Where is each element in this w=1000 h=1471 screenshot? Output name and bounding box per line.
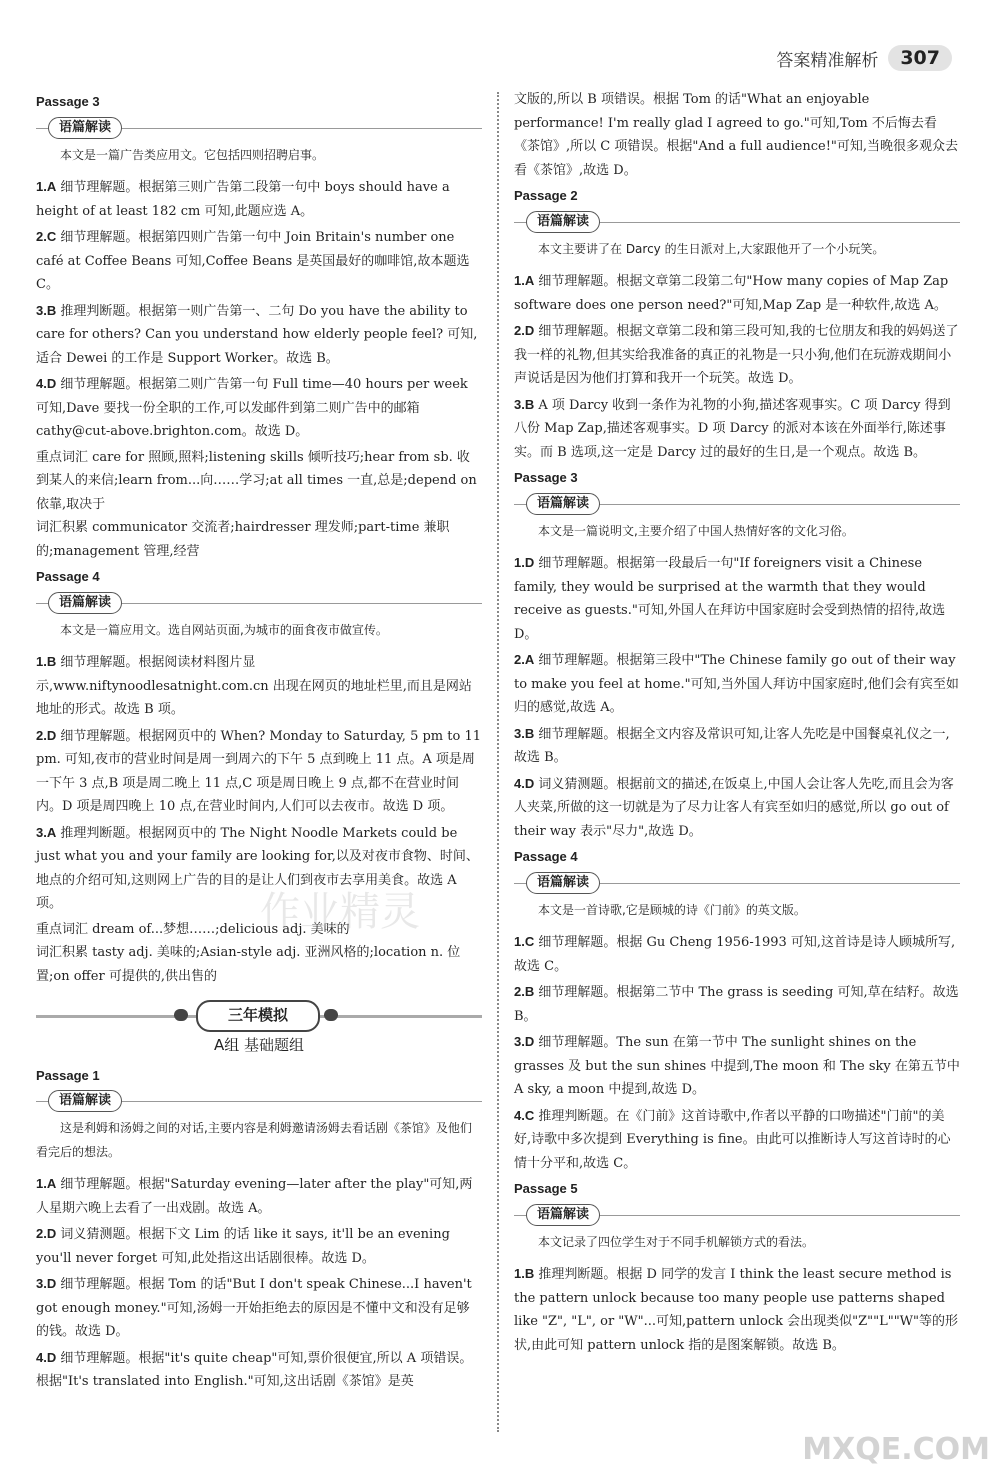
answer-item: 1.A 细节理解题。根据"Saturday evening—later after the play"可知,两人星期六晚上去看了一出戏剧。故选 A。 <box>36 1176 473 1216</box>
watermark: 作业精灵 <box>260 889 420 935</box>
answer-item: 1.A 细节理解题。根据第三则广告第二段第一句中 boys should have a height of at least 182 cm 可知,此题应选 A。 <box>36 179 450 219</box>
passage-title: Passage 4 <box>36 569 100 584</box>
answer-item: 1.B 细节理解题。根据阅读材料图片显示,www.niftynoodlesatnight.com.cn 出现在网页的地址栏里,而且是网站地址的形式。故选 B 项。 <box>36 654 472 717</box>
passage-title: Passage 5 <box>514 1181 578 1196</box>
answer-item: 2.D 细节理解题。根据网页中的 When? Monday to Saturday, 5 pm to 11 pm. 可知,夜市的营业时间是周一到周六的下午 5 点到晚上 11 点。A 项是周一下午 3 点,B 项是周二晚上 11 点,C 项是周日晚上 9 点,都不在营业时间内。D 项是周四晚上 10 点,在营业时间内,人们可以去夜市。故选 D 项。 <box>36 727 481 814</box>
answer-item: 1.A 细节理解题。根据文章第二段第二句"How many copies of Map Zap software does one person need?"可知,Map Zap 是一种软件,故选 A。 <box>514 273 949 313</box>
answer-item: 1.C 细节理解题。根据 Gu Cheng 1956-1993 可知,这首诗是诗人顾城所写,故选 C。 <box>514 934 956 974</box>
group-title: A组 基础题组 <box>213 1036 305 1054</box>
answer-item: 3.B 细节理解题。根据全文内容及常识可知,让客人先吃是中国餐桌礼仪之一,故选 B。 <box>514 725 950 765</box>
vocab-key: 重点词汇 care for 照顾,照料;listening skills 倾听技巧;hear from sb. 收到某人的来信;learn from...向……学习;at all times 一直,总是;depend on 依靠,取决于 <box>36 449 477 512</box>
passage-title: Passage 4 <box>514 849 578 864</box>
reading-tag: 语篇解读 <box>514 492 960 516</box>
left-column <box>36 88 482 1396</box>
header-title: 答案精准解析 <box>776 50 879 71</box>
reading-tag: 语篇解读 <box>514 210 960 234</box>
answer-item: 1.D 细节理解题。根据第一段最后一句"If foreigners visit a Chinese family, they would be surprised at the warmth that they would receive as guests."可知,外国人在拜访中国家庭时会受到热情的招待,故选 D。 <box>514 555 946 642</box>
site-watermark: MXQE.COM <box>802 1432 990 1467</box>
passage-title: Passage 1 <box>36 1067 100 1083</box>
reading-tag: 语篇解读 <box>514 1203 960 1227</box>
answer-item: 2.B 细节理解题。根据第二节中 The grass is seeding 可知,草在结籽。故选 B。 <box>514 984 959 1024</box>
vocab-key: 重点词汇 dream of...梦想……;delicious adj. 美味的 <box>36 921 350 937</box>
passage-intro: 本文记录了四位学生对于不同手机解锁方式的看法。 <box>538 1234 815 1249</box>
section-title: 三年模拟 <box>196 1000 320 1032</box>
column-divider <box>497 92 499 1432</box>
passage-intro: 本文是一篇说明文,主要介绍了中国人热情好客的文化习俗。 <box>538 523 854 538</box>
answer-item: 4.D 细节理解题。根据第二则广告第一句 Full time—40 hours per week 可知,Dave 要找一份全职的工作,可以发邮件到第二则广告中的邮箱 cathy@cut-above.brighton.com。故选 D。 <box>36 376 468 439</box>
vocab-extra: 词汇积累 tasty adj. 美味的;Asian-style adj. 亚洲风格的;location n. 位置;on offer 可提供的,供出售的 <box>36 945 461 984</box>
passage-title: Passage 2 <box>514 188 578 203</box>
passage-intro: 本文主要讲了在 Darcy 的生日派对上,大家跟他开了一个小玩笑。 <box>538 241 885 256</box>
answer-item: 3.B 推理判断题。根据第一则广告第一、二句 Do you have the ability to care for others? Can you understand how elderly people feel? 可知,适合 Dewei 的工作是 Support Worker。故选 B。 <box>36 302 478 366</box>
answer-item: 3.B A 项 Darcy 收到一条作为礼物的小狗,描述客观事实。C 项 Darcy 得到八份 Map Zap,描述客观事实。D 项 Darcy 的派对本该在外面举行,陈述事实。而 B 选项,这一定是 Darcy 过的最好的生日,是一个观点。故选 B。 <box>514 396 951 460</box>
passage-intro: 这是利姆和汤姆之间的对话,主要内容是利姆邀请汤姆去看话剧《茶馆》及他们看完后的想法。 <box>36 1121 472 1159</box>
answer-item: 4.D 词义猜测题。根据前文的描述,在饭桌上,中国人会让客人先吃,而且会为客人夹菜,所做的这一切就是为了尽力让客人有宾至如归的感觉,所以 go out of their way 表示"尽力",故选 D。 <box>514 775 954 839</box>
answer-item: 1.B 推理判断题。根据 D 同学的发言 I think the least secure method is the pattern unlock because too many people use patterns shaped like "Z", "L", or "W"...可知,pattern unlock 会出现类似"Z""L""W"等的形状,由此可知 pattern unlock 指的是图案解锁。故选 B。 <box>514 1266 959 1353</box>
passage-intro: 本文是一篇应用文。选自网站页面,为城市的面食夜市做宣传。 <box>60 622 388 637</box>
reading-tag: 语篇解读 <box>514 871 960 895</box>
reading-tag <box>36 116 482 140</box>
right-column <box>514 88 960 1359</box>
passage-title: Passage 3 <box>36 94 100 109</box>
answer-item: 2.D 细节理解题。根据文章第二段和第三段可知,我的七位朋友和我的妈妈送了我一样的礼物,但其实给我准备的真正的礼物是一只小狗,他们在玩游戏期间小声说话是因为他们打算和我开一个玩笑。故选 D。 <box>514 323 959 386</box>
page-header <box>776 44 952 72</box>
answer-item: 3.D 细节理解题。The sun 在第一节中 The sunlight shines on the grasses 及 but the sun shines 中提到,The moon 和 The sky 在第五节中 A sky, a moon 中提到,故选 D。 <box>514 1034 960 1097</box>
passage-intro: 本文是一首诗歌,它是顾城的诗《门前》的英文版。 <box>538 902 806 917</box>
answer-item: 2.C 细节理解题。根据第四则广告第一句中 Join Britain's number one café at Coffee Beans 可知,Coffee Beans 是英国最好的咖啡馆,故本题选 C。 <box>36 229 470 292</box>
vocab-extra: 词汇积累 communicator 交流者;hairdresser 理发师;part-time 兼职的;management 管理,经营 <box>36 520 450 559</box>
answer-item: 4.D 细节理解题。根据"it's quite cheap"可知,票价很便宜,所以 A 项错误。根据"It's translated into English."可知,这出话剧《茶馆》是英 <box>36 1349 473 1389</box>
answer-item: 3.D 细节理解题。根据 Tom 的话"But I don't speak Chinese...I haven't got enough money."可知,汤姆一开始拒绝去的原因是不懂中文和没有足够的钱。故选 D。 <box>36 1276 472 1339</box>
section-banner <box>36 1000 482 1030</box>
answer-item: 2.A 细节理解题。根据第三段中"The Chinese family go out of their way to make you feel at home."可知,当外国人拜访中国家庭时,他们会有宾至如归的感觉,故选 A。 <box>514 652 959 715</box>
answer-item: 3.A 推理判断题。根据网页中的 The Night Noodle Markets could be just what you and your family are looking for,以及对夜市食物、时间、地点的介绍可知,这则网上广告的目的是让人们到夜市去享用美食。故选 A 项。 <box>36 824 479 911</box>
page-number: 307 <box>888 45 952 71</box>
answer-item: 2.D 词义猜测题。根据下文 Lim 的话 like it says, it'll be an evening you'll never forget 可知,此处指这出话剧很棒。故选 D。 <box>36 1226 450 1266</box>
answer-item: 4.C 推理判断题。在《门前》这首诗歌中,作者以平静的口吻描述"门前"的美好,诗歌中多次提到 Everything is fine。由此可以推断诗人写这首诗时的心情十分平和,故选 C。 <box>514 1107 951 1171</box>
passage-intro: 本文是一篇广告类应用文。它包括四则招聘启事。 <box>60 147 325 162</box>
reading-tag: 语篇解读 <box>36 591 482 615</box>
passage-title: Passage 3 <box>514 470 578 485</box>
reading-tag: 语篇解读 <box>36 1089 482 1113</box>
answer-continuation: 文版的,所以 B 项错误。根据 Tom 的话"What an enjoyable performance! I'm really glad I agreed to go."可知,Tom 不后悔去看《茶馆》,所以 C 项错误。根据"And a full audience!"可知,当晚很多观众去看《茶馆》,故选 D。 <box>514 92 959 178</box>
tag-label: 语篇解读 <box>48 117 122 139</box>
